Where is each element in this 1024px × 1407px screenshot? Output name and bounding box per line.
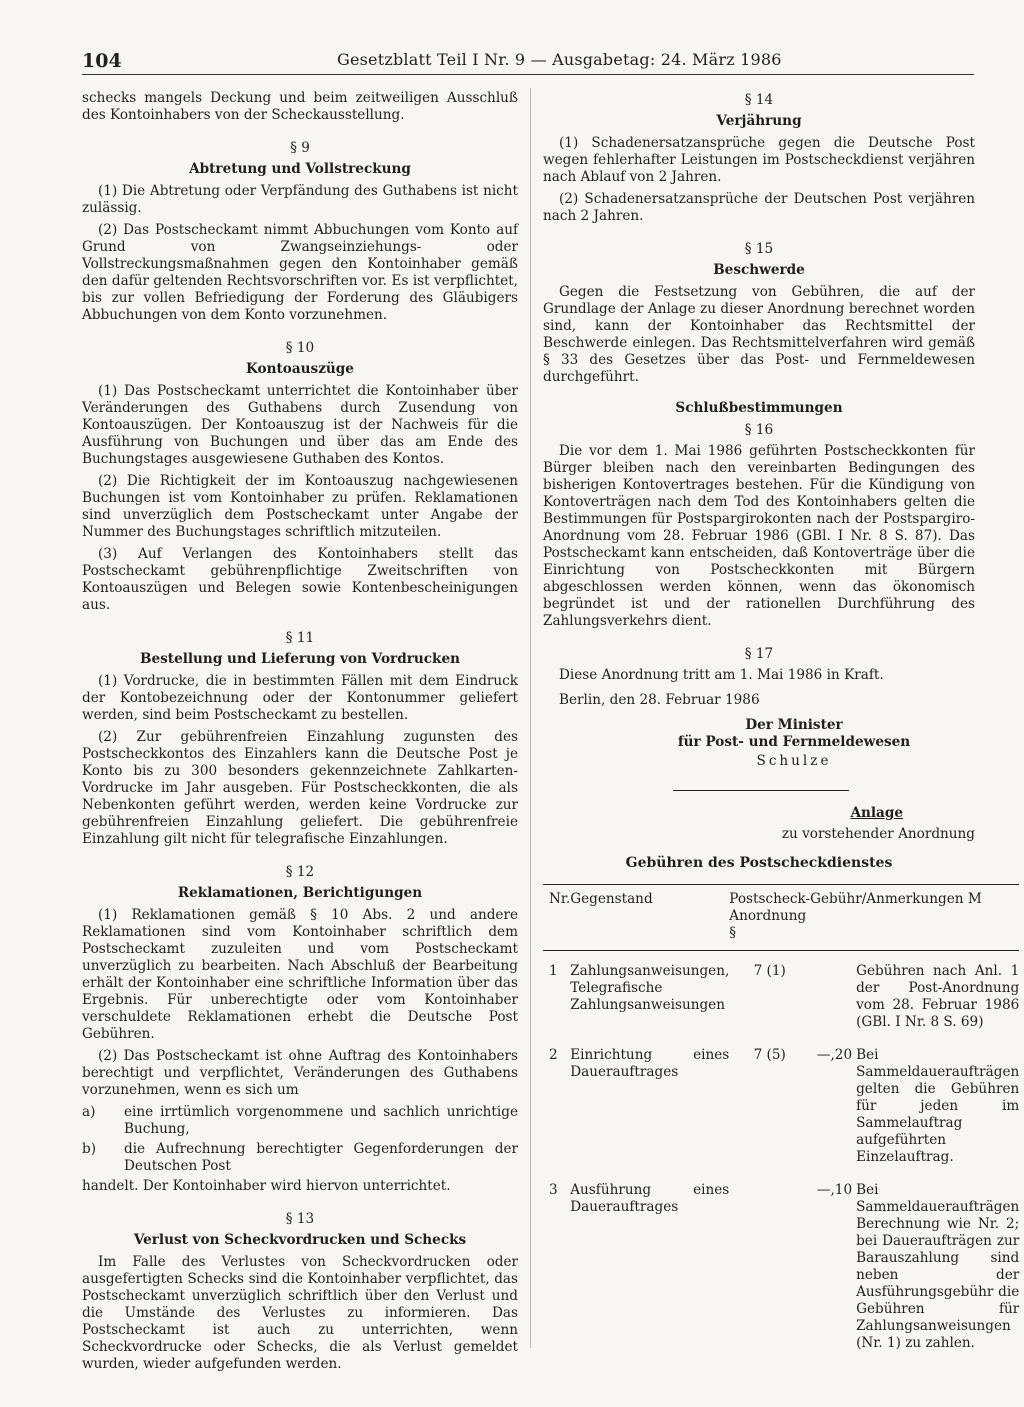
- section-14-number: § 14: [744, 92, 774, 108]
- section-10-paragraph-1: (1) Das Postscheckamt unterrichtet die Kontoinhaber über Veränderungen des Guthabens durch Zusendung von Kontoauszügen. Der Kontoauszug ist der Nachweis für die Ausführung von Buchungen und über das am Ende des Buchungstages ausgewiesene Guthaben des Kontos.: [82, 383, 518, 467]
- section-12-number: § 12: [285, 864, 315, 880]
- row-nr: 3: [549, 1182, 558, 1198]
- section-10-number: § 10: [285, 340, 315, 356]
- section-13-number: § 13: [285, 1211, 315, 1227]
- row-anordnung: 7 (1): [753, 963, 786, 979]
- section-13-paragraph-1: Im Falle des Verlustes von Scheckvordrucken oder ausgefertigten Schecks sind die Kontoinhaber verpflichtet, das Postscheckamt unverzüglich schriftlich über den Verlust und die Umstände des Verlustes zu informieren. Das Postscheckamt ist auch zu unterrichten, wenn Scheckvordrucke oder Schecks, die als Verlust gemeldet wurden, wieder aufgefunden werden.: [82, 1254, 518, 1372]
- row-remark: Bei Sammeldaueraufträgen gelten die Gebühren für jeden im Sammelauftrag aufgeführten Einzelauftrag.: [856, 1047, 1020, 1165]
- section-12-item-a: [82, 1104, 518, 1138]
- section-9-paragraph-1: (1) Die Abtretung oder Verpfändung des Guthabens ist nicht zulässig.: [82, 183, 518, 216]
- item-a-label: a): [82, 1104, 96, 1120]
- table-row: [543, 951, 1019, 1036]
- section-12-paragraph-2: (2) Das Postscheckamt ist ohne Auftrag des Kontoinhabers berechtigt und verpflichtet, Veränderungen des Guthabens vorzunehmen, wenn es sich um: [82, 1048, 518, 1098]
- section-15-title: Beschwerde: [713, 262, 805, 278]
- section-15-number: § 15: [744, 241, 774, 257]
- signer-role-2: für Post- und Fernmeldewesen: [677, 734, 911, 750]
- annex-subtitle: zu vorstehender Anordnung: [781, 826, 975, 842]
- section-11-title: Bestellung und Lieferung von Vordrucken: [140, 651, 460, 667]
- intro-paragraph: schecks mangels Deckung und beim zeitweiligen Ausschluß des Kontoinhabers von der Scheckausstellung.: [82, 90, 518, 123]
- section-12-closing: handelt. Der Kontoinhaber wird hiervon unterrichtet.: [82, 1178, 451, 1194]
- left-column: [82, 90, 518, 1378]
- section-14-title: Verjährung: [716, 113, 802, 129]
- section-11-number: § 11: [285, 630, 315, 646]
- section-9-number: § 9: [290, 140, 310, 156]
- section-16-number: § 16: [744, 422, 774, 438]
- section-17-paragraph-1: Diese Anordnung tritt am 1. Mai 1986 in Kraft.: [559, 667, 884, 683]
- signer-role-1: Der Minister: [745, 717, 843, 733]
- row-amount: [810, 963, 856, 1031]
- header-gebuehr: Gebühr/Anmerkungen M: [810, 885, 1019, 951]
- row-nr: 1: [549, 963, 558, 979]
- header-title: Gesetzblatt Teil I Nr. 9 — Ausgabetag: 24. März 1986: [337, 50, 782, 69]
- signature-date: Berlin, den 28. Februar 1986: [559, 692, 760, 708]
- section-10-title: Kontoauszüge: [246, 361, 354, 377]
- section-12-title: Reklamationen, Berichtigungen: [177, 885, 423, 901]
- header-anordnung: Postscheck-Anordnung §: [729, 885, 810, 951]
- row-gebuehr: [810, 1035, 1019, 1170]
- section-17-number: § 17: [744, 646, 774, 662]
- section-14-paragraph-2: (2) Schadenersatzansprüche der Deutschen Post verjähren nach 2 Jahren.: [543, 191, 975, 224]
- section-15-paragraph-1: Gegen die Festsetzung von Gebühren, die auf der Grundlage der Anlage zu dieser Anordnung berechnet worden sind, kann der Kontoinhaber das Rechtsmittel der Beschwerde einlegen. Das Rechtsmittelverfahren wird gemäß § 33 des Gesetzes über das Post- und Fernmeldewesen durchgeführt.: [543, 284, 975, 385]
- section-13-title: Verlust von Scheckvordrucken und Schecks: [133, 1232, 467, 1248]
- fee-table: [543, 884, 1019, 1356]
- table-row: [543, 1170, 1019, 1356]
- row-amount: —,10: [816, 1182, 853, 1198]
- section-9-paragraph-2: (2) Das Postscheckamt nimmt Abbuchungen vom Konto auf Grund von Zwangseinziehungs- oder Vollstreckungsmaßnahmen gegen den Kontoinhaber gemäß den dafür geltenden Rechtsvorschriften vor. Es ist verpflichtet, bis zur vollen Befriedigung der Forderung des Gläubigers Abbuchungen von dem Konto vorzunehmen.: [82, 222, 518, 323]
- header-nr: Nr.: [543, 885, 570, 951]
- section-11-paragraph-1: (1) Vordrucke, die in bestimmten Fällen mit dem Eindruck der Kontobezeichnung oder der Kontonummer geliefert werden, sind beim Postscheckamt zu bestellen.: [82, 673, 518, 723]
- item-a-text: eine irrtümlich vorgenommene und sachlich unrichtige Buchung,: [124, 1104, 518, 1137]
- item-b-label: b): [82, 1141, 97, 1157]
- section-11-paragraph-2: (2) Zur gebührenfreien Einzahlung zugunsten des Postscheckkontos des Einzahlers kann die Deutsche Post je Konto bis zu 300 besonders gekennzeichnete Zahlkarten-Vordrucke im Jahr ausgeben. Für Postscheckkonten, die als Nebenkonten geführt werden, werden keine Vordrucke zur gebührenfreien Einzahlung geliefert. Die gebührenfreie Einzahlung gilt nicht für telegrafische Einzahlungen.: [82, 729, 518, 847]
- section-10-paragraph-2: (2) Die Richtigkeit der im Kontoauszug nachgewiesenen Buchungen ist vom Kontoinhaber zu prüfen. Reklamationen sind unverzüglich dem Postscheckamt unter Angabe der Nummer des Buchungstages schriftlich mitzuteilen.: [82, 473, 518, 540]
- fee-table-title: Gebühren des Postscheckdienstes: [625, 855, 893, 871]
- row-gegenstand: Einrichtung eines Dauerauftrages: [570, 1047, 730, 1080]
- row-remark: Gebühren nach Anl. 1 der Post-Anordnung vom 28. Februar 1986 (GBl. I Nr. 8 S. 69): [856, 963, 1020, 1030]
- annex-title: Anlage: [850, 805, 903, 821]
- header-gegenstand: Gegenstand: [570, 885, 729, 951]
- section-12-item-b: [82, 1141, 518, 1175]
- row-nr: 2: [549, 1047, 558, 1063]
- section-9-title: Abtretung und Vollstreckung: [189, 161, 411, 177]
- right-column: [543, 90, 1020, 1356]
- row-anordnung: 7 (5): [753, 1047, 786, 1063]
- section-12-paragraph-1: (1) Reklamationen gemäß § 10 Abs. 2 und andere Reklamationen sind vom Kontoinhaber schriftlich dem Postscheckamt zuzuleiten und vom Postscheckamt unverzüglich zu bearbeiten. Nach Abschluß der Bearbeitung erhält der Kontoinhaber eine schriftliche Information über das Ergebnis. Für unberechtigte oder vom Kontoinhaber verschuldete Reklamationen erhebt die Deutsche Post Gebühren.: [82, 907, 518, 1042]
- row-remark: Bei Sammeldaueraufträgen Berechnung wie Nr. 2; bei Daueraufträgen zur Barauszahlung sind neben der Ausführungsgebühr die Gebühren für Zahlungsanweisungen (Nr. 1) zu zahlen.: [856, 1182, 1020, 1351]
- section-14-paragraph-1: (1) Schadenersatzansprüche gegen die Deutsche Post wegen fehlerhafter Leistungen im Postscheckdienst verjähren nach Ablauf von 2 Jahren.: [543, 135, 975, 185]
- section-10-paragraph-3: (3) Auf Verlangen des Kontoinhabers stellt das Postscheckamt gebührenpflichtige Zweitschriften von Kontoauszügen und Belegen sowie Kontenbescheinigungen aus.: [82, 546, 518, 613]
- signature-rule: [673, 790, 849, 791]
- row-gegenstand: Ausführung eines Dauerauftrages: [570, 1182, 730, 1215]
- row-gebuehr: [810, 951, 1019, 1036]
- final-provisions-heading: Schlußbestimmungen: [675, 400, 843, 416]
- page-header: [82, 48, 974, 75]
- row-gebuehr: [810, 1170, 1019, 1356]
- signer-name: Schulze: [756, 753, 832, 769]
- row-anordnung: [729, 1170, 810, 1356]
- fee-table-header: [543, 885, 1019, 951]
- column-divider: [530, 88, 531, 1348]
- table-row: [543, 1035, 1019, 1170]
- section-16-paragraph-1: Die vor dem 1. Mai 1986 geführten Postscheckkonten für Bürger bleiben nach den vereinbarten Bedingungen des bisherigen Kontovertrages bestehen. Für die Kündigung von Kontoverträgen nach dem Tod des Kontoinhabers gelten die Bestimmungen für Postspargirokonten nach der Postspargiro-Anordnung vom 28. Februar 1986 (GBl. I Nr. 8 S. 87). Das Postscheckamt kann entscheiden, daß Kontoverträge über die Einrichtung von Postscheckkonten mit Bürgern abgeschlossen werden können, wenn das ökonomisch begründet ist und der rationellen Durchführung des Zahlungsverkehrs dient.: [543, 443, 975, 629]
- row-gegenstand: Zahlungsanweisungen, Telegrafische Zahlungsanweisungen: [570, 963, 730, 1013]
- page-number: 104: [82, 50, 122, 72]
- item-b-text: die Aufrechnung berechtigter Gegenforderungen der Deutschen Post: [124, 1141, 518, 1174]
- row-amount: —,20: [816, 1047, 853, 1063]
